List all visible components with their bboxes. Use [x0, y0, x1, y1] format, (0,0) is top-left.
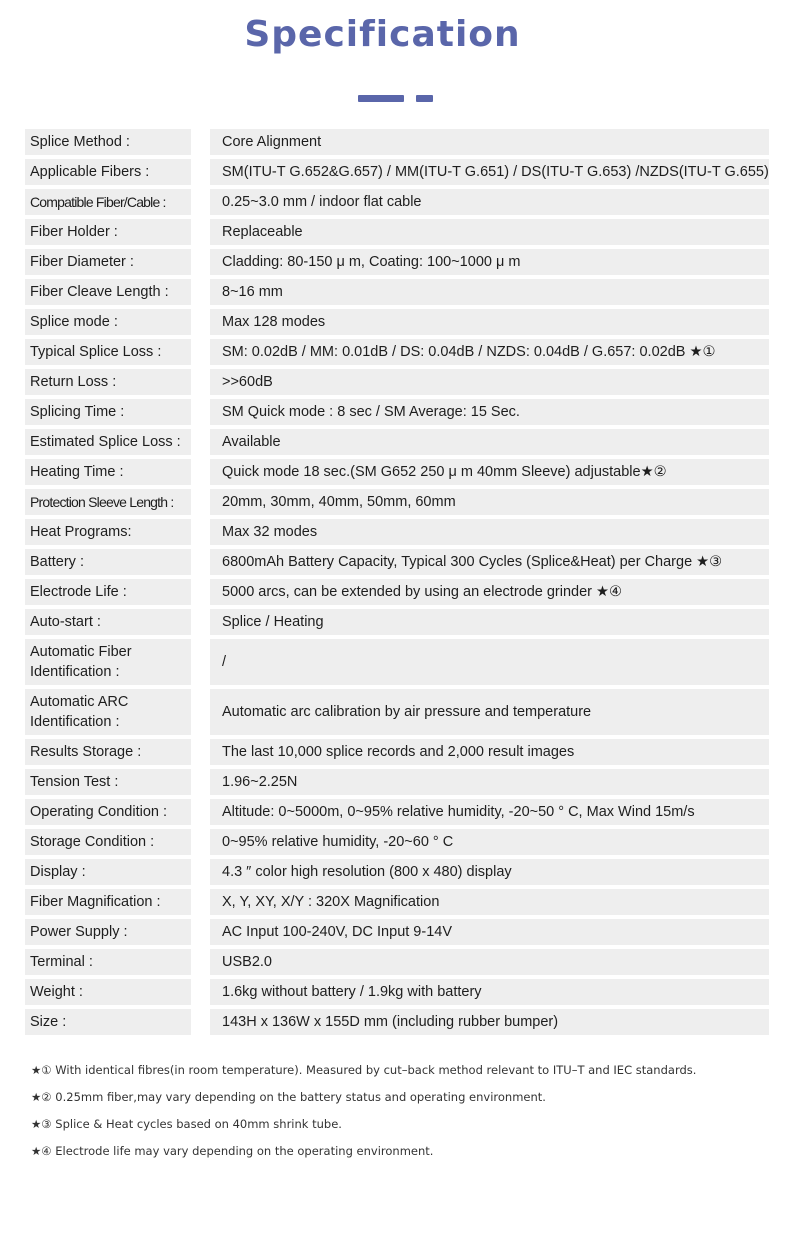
- spec-value: Core Alignment: [210, 129, 769, 155]
- spec-row: [25, 159, 769, 185]
- spec-value: /: [210, 639, 769, 685]
- spec-row: [25, 489, 769, 515]
- spec-row: [25, 889, 769, 915]
- spec-table: [25, 129, 769, 1039]
- footnote: ★④ Electrode life may vary depending on the operating environment.: [31, 1144, 434, 1158]
- spec-row: [25, 249, 769, 275]
- spec-row: [25, 609, 769, 635]
- spec-value: 8~16 mm: [210, 279, 769, 305]
- title-underline-long: [358, 95, 404, 102]
- spec-value: Available: [210, 429, 769, 455]
- spec-row: [25, 739, 769, 765]
- spec-value: X, Y, XY, X/Y : 320X Magnification: [210, 889, 769, 915]
- spec-value: SM(ITU-T G.652&G.657) / MM(ITU-T G.651) / DS(ITU-T G.653) /NZDS(ITU-T G.655): [210, 159, 769, 185]
- spec-row: [25, 979, 769, 1005]
- spec-label: Return Loss :: [25, 369, 191, 395]
- spec-label: Fiber Holder :: [25, 219, 191, 245]
- spec-label: Tension Test :: [25, 769, 191, 795]
- spec-value: Automatic arc calibration by air pressure and temperature: [210, 689, 769, 735]
- spec-label: Fiber Diameter :: [25, 249, 191, 275]
- spec-label: Compatible Fiber/Cable :: [25, 189, 191, 215]
- spec-row: [25, 639, 769, 685]
- spec-row: [25, 689, 769, 735]
- spec-value: 5000 arcs, can be extended by using an electrode grinder ★④: [210, 579, 769, 605]
- spec-label: Estimated Splice Loss :: [25, 429, 191, 455]
- spec-value: Replaceable: [210, 219, 769, 245]
- spec-row: [25, 1009, 769, 1035]
- spec-row: [25, 189, 769, 215]
- spec-value: 143H x 136W x 155D mm (including rubber bumper): [210, 1009, 769, 1035]
- spec-label: Operating Condition :: [25, 799, 191, 825]
- title-underline-short: [416, 95, 433, 102]
- spec-label: Splice mode :: [25, 309, 191, 335]
- spec-row: [25, 949, 769, 975]
- spec-value: 6800mAh Battery Capacity, Typical 300 Cycles (Splice&Heat) per Charge ★③: [210, 549, 769, 575]
- spec-label: Electrode Life :: [25, 579, 191, 605]
- spec-label: Splice Method :: [25, 129, 191, 155]
- spec-value: Max 128 modes: [210, 309, 769, 335]
- spec-label: Heating Time :: [25, 459, 191, 485]
- spec-value: SM Quick mode : 8 sec / SM Average: 15 Sec.: [210, 399, 769, 425]
- spec-value: The last 10,000 splice records and 2,000 result images: [210, 739, 769, 765]
- spec-value: AC Input 100-240V, DC Input 9-14V: [210, 919, 769, 945]
- spec-value: SM: 0.02dB / MM: 0.01dB / DS: 0.04dB / NZDS: 0.04dB / G.657: 0.02dB ★①: [210, 339, 769, 365]
- spec-row: [25, 309, 769, 335]
- spec-value: 4.3 ″ color high resolution (800 x 480) display: [210, 859, 769, 885]
- spec-label: Results Storage :: [25, 739, 191, 765]
- spec-value: Altitude: 0~5000m, 0~95% relative humidity, -20~50 ° C, Max Wind 15m/s: [210, 799, 769, 825]
- spec-row: [25, 339, 769, 365]
- spec-row: [25, 859, 769, 885]
- spec-value: 0~95% relative humidity, -20~60 ° C: [210, 829, 769, 855]
- spec-label: Applicable Fibers :: [25, 159, 191, 185]
- spec-label: Size :: [25, 1009, 191, 1035]
- spec-row: [25, 579, 769, 605]
- spec-row: [25, 919, 769, 945]
- spec-row: [25, 129, 769, 155]
- spec-value: Cladding: 80-150 μ m, Coating: 100~1000 μ m: [210, 249, 769, 275]
- footnotes: [31, 1059, 771, 1167]
- spec-label: Terminal :: [25, 949, 191, 975]
- spec-value: 1.6kg without battery / 1.9kg with battery: [210, 979, 769, 1005]
- spec-value: Max 32 modes: [210, 519, 769, 545]
- spec-label: Automatic Fiber Identification :: [25, 639, 191, 685]
- spec-value: Splice / Heating: [210, 609, 769, 635]
- spec-label: Automatic ARC Identification :: [25, 689, 191, 735]
- spec-label: Heat Programs:: [25, 519, 191, 545]
- spec-value: >>60dB: [210, 369, 769, 395]
- spec-value: 0.25~3.0 mm / indoor flat cable: [210, 189, 769, 215]
- page-title: Specification: [244, 14, 521, 55]
- spec-label: Protection Sleeve Length :: [25, 489, 191, 515]
- spec-row: [25, 399, 769, 425]
- spec-row: [25, 549, 769, 575]
- spec-row: [25, 519, 769, 545]
- spec-value: 1.96~2.25N: [210, 769, 769, 795]
- spec-label: Fiber Magnification :: [25, 889, 191, 915]
- spec-label: Splicing Time :: [25, 399, 191, 425]
- spec-row: [25, 459, 769, 485]
- spec-label: Typical Splice Loss :: [25, 339, 191, 365]
- spec-label: Fiber Cleave Length :: [25, 279, 191, 305]
- spec-label: Display :: [25, 859, 191, 885]
- spec-value: Quick mode 18 sec.(SM G652 250 μ m 40mm Sleeve) adjustable★②: [210, 459, 769, 485]
- spec-value: 20mm, 30mm, 40mm, 50mm, 60mm: [210, 489, 769, 515]
- spec-row: [25, 279, 769, 305]
- spec-row: [25, 799, 769, 825]
- spec-label: Battery :: [25, 549, 191, 575]
- footnote: ★② 0.25mm fiber,may vary depending on the battery status and operating environment.: [31, 1090, 546, 1104]
- spec-label: Weight :: [25, 979, 191, 1005]
- footnote: ★① With identical fibres(in room temperature). Measured by cut–back method relevant to ITU–T and IEC standards.: [31, 1063, 697, 1077]
- footnote: ★③ Splice & Heat cycles based on 40mm shrink tube.: [31, 1117, 342, 1131]
- spec-label: Power Supply :: [25, 919, 191, 945]
- spec-row: [25, 429, 769, 455]
- spec-value: USB2.0: [210, 949, 769, 975]
- spec-row: [25, 219, 769, 245]
- spec-row: [25, 829, 769, 855]
- spec-row: [25, 769, 769, 795]
- spec-label: Auto-start :: [25, 609, 191, 635]
- spec-label: Storage Condition :: [25, 829, 191, 855]
- spec-row: [25, 369, 769, 395]
